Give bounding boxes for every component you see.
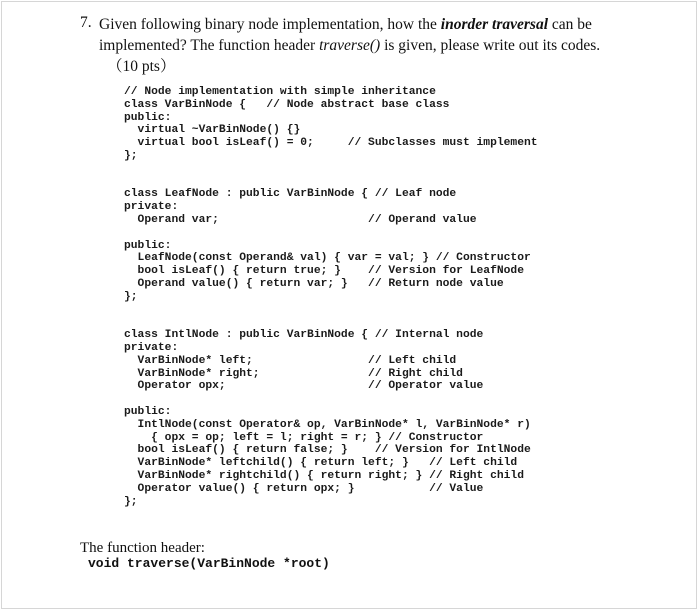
function-header-code: void traverse(VarBinNode *root): [88, 556, 330, 571]
code-line: class LeafNode : public VarBinNode { // Leaf node: [124, 188, 457, 201]
code-line: [124, 163, 131, 175]
question-line-1: [99, 14, 659, 35]
code-line: virtual bool isLeaf() = 0; // Subclasses must implement: [124, 137, 538, 150]
code-line: VarBinNode* rightchild() { return right; } // Right child: [124, 469, 524, 482]
code-line: { opx = op; left = l; right = r; } // Constructor: [124, 431, 484, 444]
question-intro: Given following binary node implementation, how the: [99, 16, 441, 33]
code-line: VarBinNode* left; // Left child: [124, 354, 457, 367]
function-header-label: The function header:: [80, 540, 205, 556]
code-line: bool isLeaf() { return false; } // Version for IntlNode: [124, 444, 531, 457]
code-line: VarBinNode* leftchild() { return left; } // Left child: [124, 457, 518, 470]
code-line: Operand var; // Operand value: [124, 213, 477, 226]
code-line: private:: [124, 201, 179, 214]
code-line: Operator value() { return opx; } // Value: [124, 482, 484, 495]
code-line: [124, 304, 131, 316]
code-line: public:: [124, 405, 172, 418]
code-line: };: [124, 149, 138, 162]
code-line: };: [124, 495, 138, 508]
code-line: [124, 176, 131, 188]
code-line: public:: [124, 239, 172, 252]
code-line: bool isLeaf() { return true; } // Version for LeafNode: [124, 265, 524, 278]
question-emphasis-inorder: inorder traversal: [440, 16, 549, 33]
code-line: class IntlNode : public VarBinNode { // Internal node: [124, 329, 484, 342]
code-line: Operator opx; // Operator value: [124, 380, 484, 393]
code-block: [124, 86, 538, 508]
code-line: // Node implementation with simple inheritance: [124, 86, 436, 98]
question-number: 7.: [80, 14, 92, 31]
code-line: virtual ~VarBinNode() {}: [124, 124, 301, 137]
code-line: IntlNode(const Operator& op, VarBinNode* l, VarBinNode* r): [124, 418, 531, 431]
question-line-2: [99, 35, 659, 56]
question-line2-b: is given, please write out its codes.: [380, 37, 601, 54]
question-intro-end: can be: [548, 16, 592, 33]
code-line: [124, 227, 131, 239]
question-text: [99, 14, 659, 77]
code-line: [124, 316, 131, 328]
code-line: private:: [124, 341, 179, 354]
code-line: Operand value() { return var; } // Return node value: [124, 277, 504, 290]
code-line: public:: [124, 111, 172, 124]
code-line: class VarBinNode { // Node abstract base class: [124, 98, 450, 111]
code-line: [124, 393, 131, 405]
question-line2-a: implemented? The function header: [99, 37, 320, 54]
question-points: （10 pts）: [107, 58, 176, 75]
code-line: VarBinNode* right; // Right child: [124, 367, 463, 380]
code-line: LeafNode(const Operand& val) { var = val; } // Constructor: [124, 252, 531, 265]
question-emphasis-traverse: traverse(): [319, 37, 381, 54]
code-line: };: [124, 290, 138, 303]
